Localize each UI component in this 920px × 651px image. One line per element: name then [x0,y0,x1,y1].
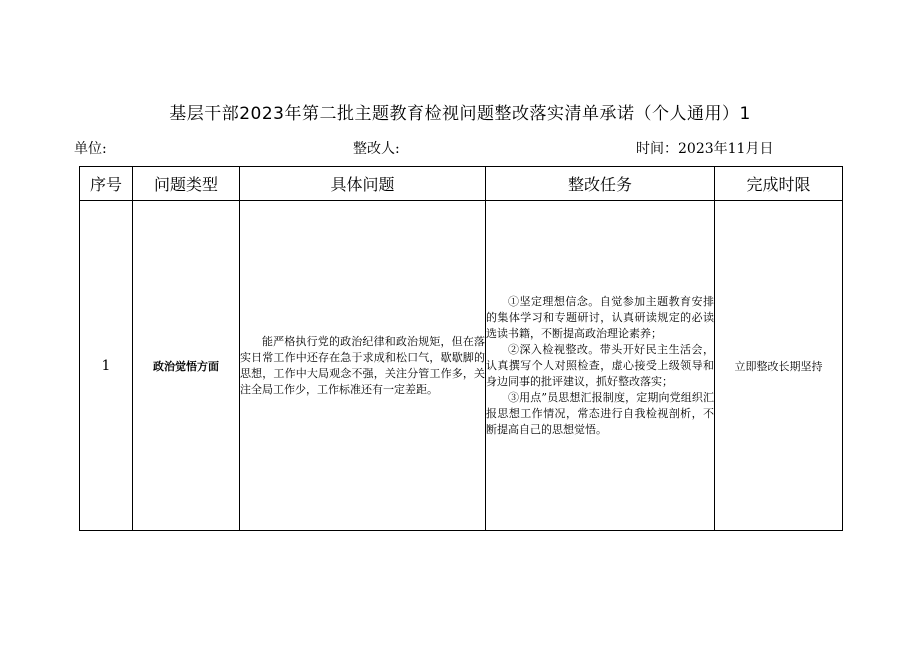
time-label: 时间：2023年11月日 [636,141,774,157]
row-issue-type: 政治觉悟方面 [133,201,240,531]
unit-label: 单位: [74,141,107,157]
rectification-table [79,166,843,531]
row-serial-number: 1 [80,201,133,531]
header-deadline: 完成时限 [715,167,843,201]
table-row [80,201,843,531]
issue-text: 能严格执行党的政治纪律和政治规矩，但在落实日常工作中还存在急于求成和松口气，歇歇脚的思想，工作中大局观念不强，关注分管工作多，关注全局工作少，工作标准还有一定差距。 [240,334,485,396]
header-rectification-task: 整改任务 [486,167,715,201]
header-serial-number: 序号 [80,167,133,201]
task-item: ②深入检视整改。带头开好民主生活会，认真撰写个人对照检查，虚心接受上级领导和身边同事的批评建议，抓好整改落实； [486,342,714,388]
task-item: ①坚定理想信念。自觉参加主题教育安排的集体学习和专题研讨，认真研读规定的必读选读书籍，不断提高政治理论素养； [486,294,714,340]
person-label: 整改人: [353,141,400,157]
row-specific-issue [240,201,486,531]
document-title: 基层干部2023年第二批主题教育检视问题整改落实清单承诺（个人通用）1 [169,104,751,124]
task-item: ③用点”员思想汇报制度，定期向党组织汇报思想工作情况，常态进行自我检视剖析，不断提高自己的思想觉悟。 [486,390,714,436]
table-header-row [80,167,843,201]
header-issue-type: 问题类型 [133,167,240,201]
row-rectification-task [486,201,715,531]
header-specific-issue: 具体问题 [240,167,486,201]
row-deadline: 立即整改长期坚持 [715,201,843,531]
